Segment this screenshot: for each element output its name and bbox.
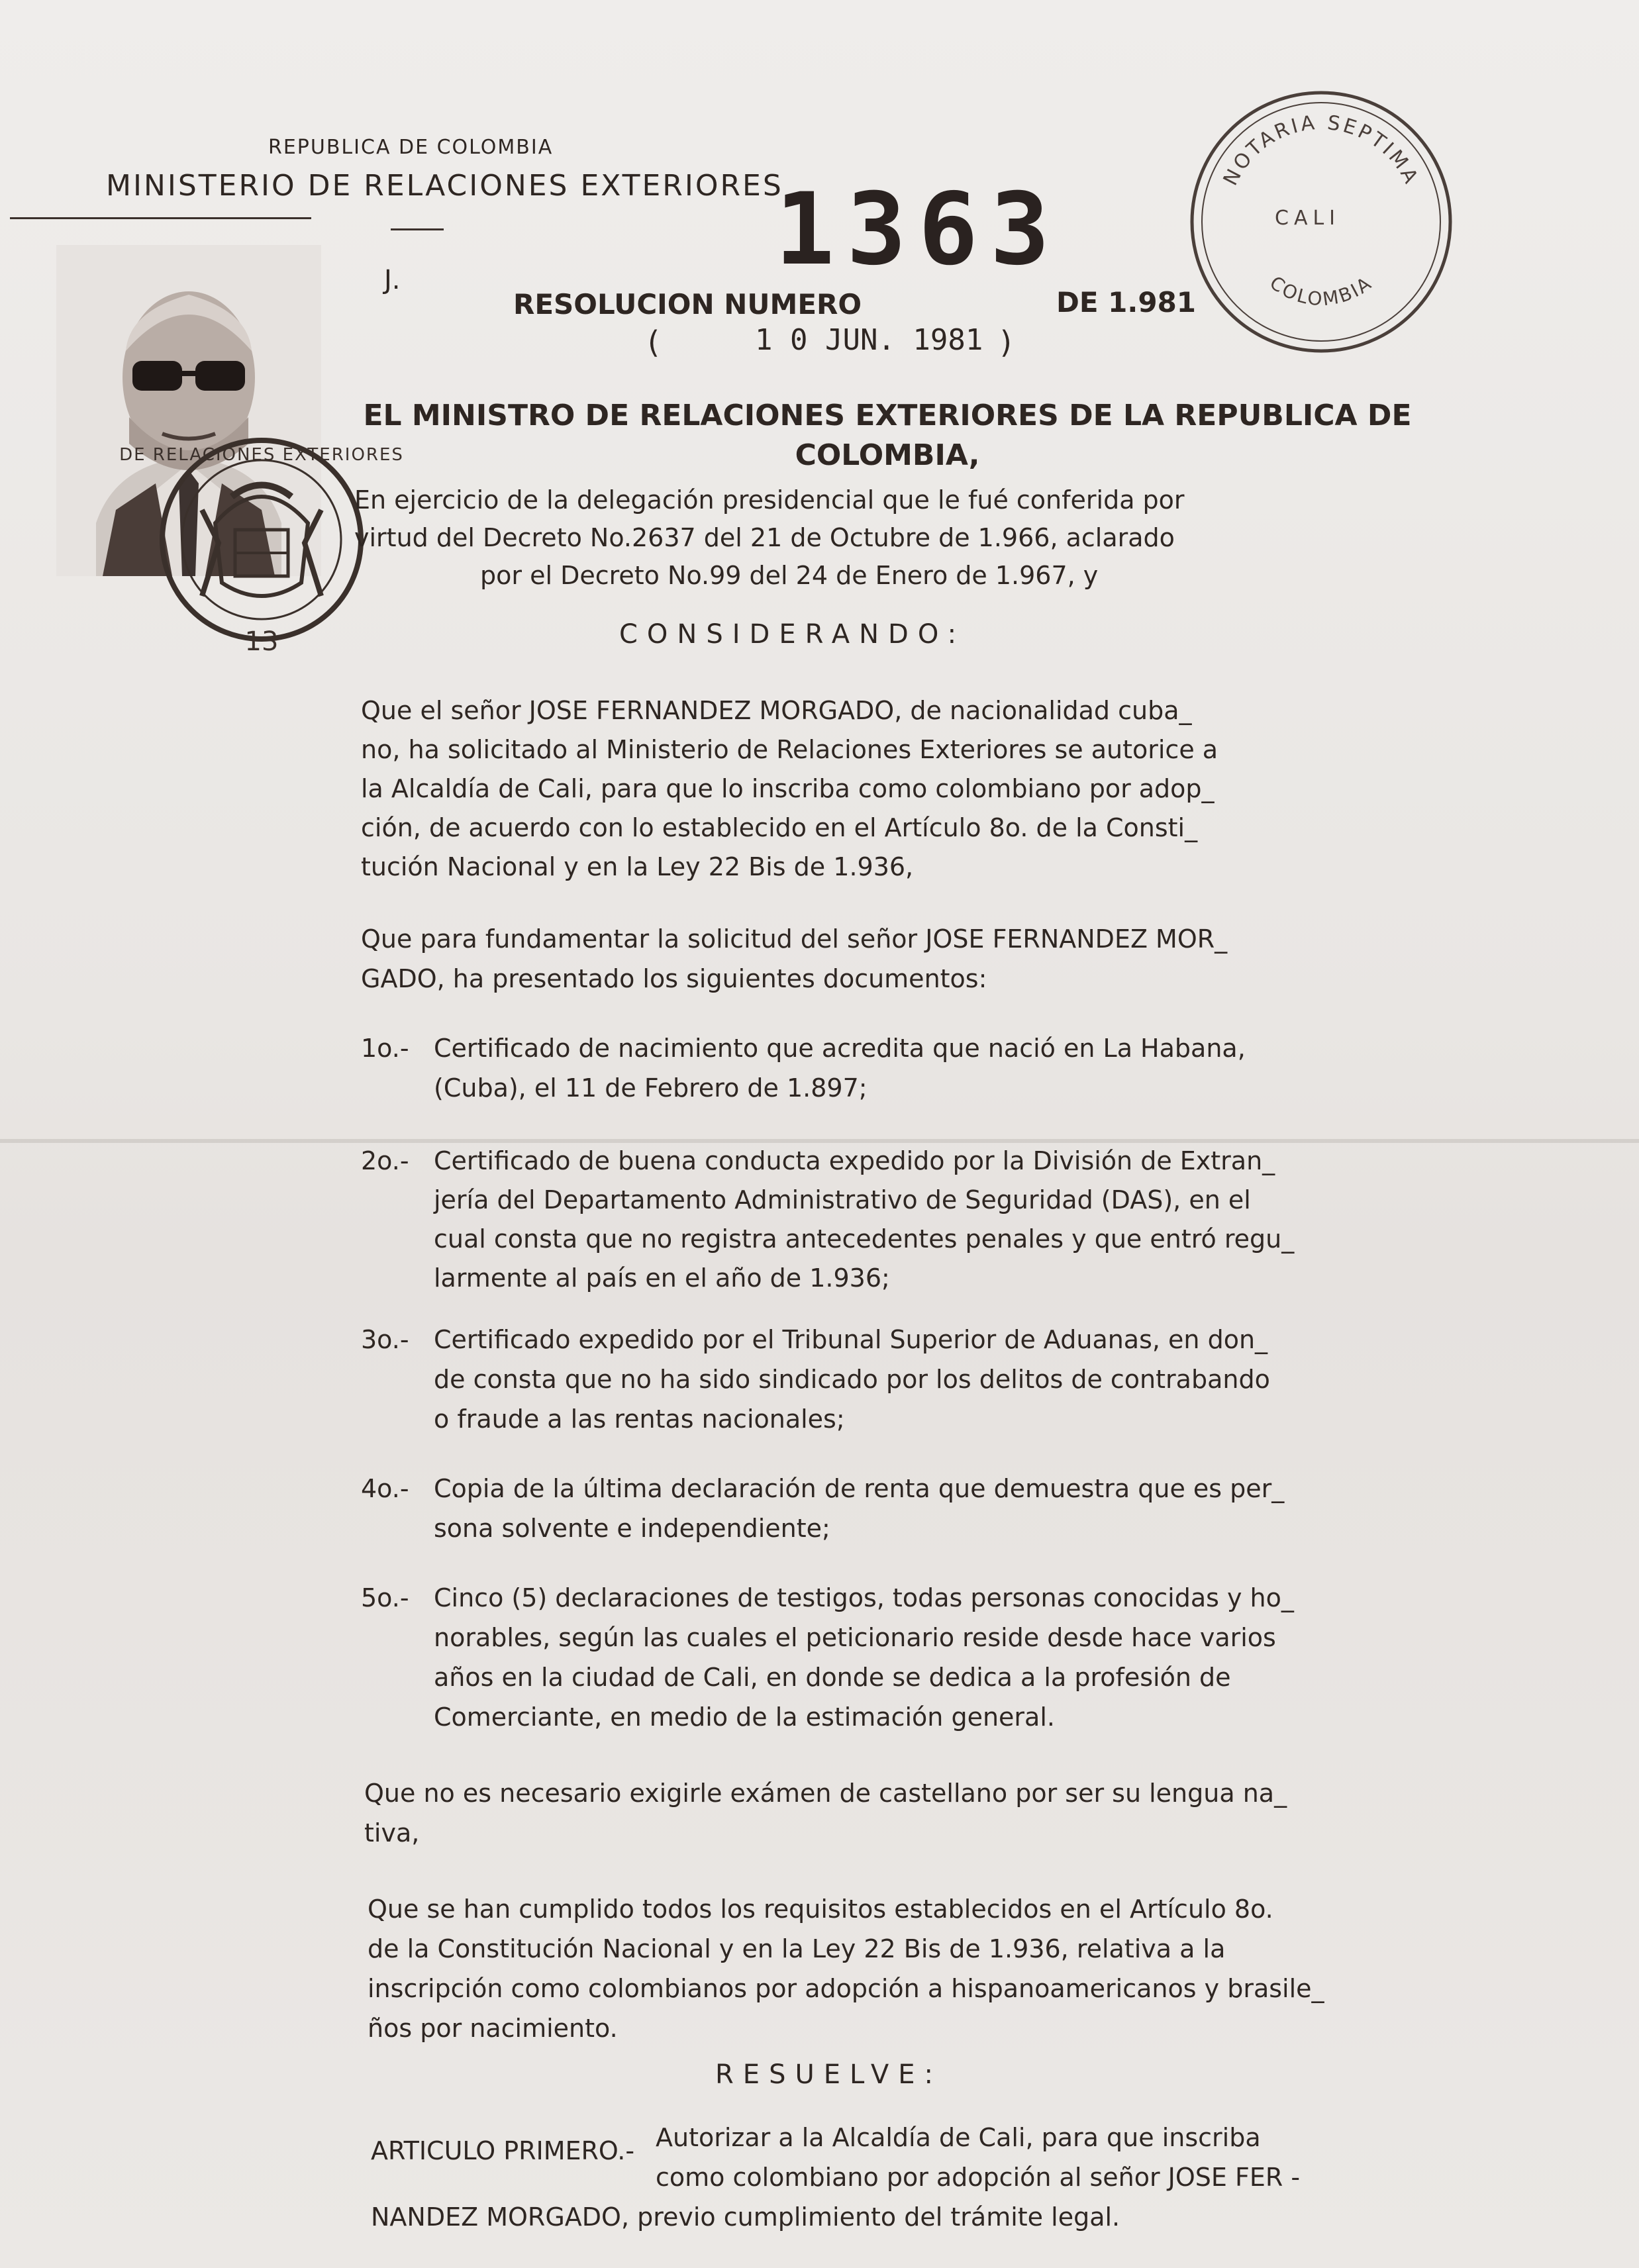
header-republic: REPUBLICA DE COLOMBIA: [268, 136, 554, 159]
item-3-line-3: o fraude a las rentas nacionales;: [434, 1405, 845, 1434]
considerando-heading: CONSIDERANDO:: [619, 619, 966, 650]
notary-country: COLOMBIA: [1266, 271, 1377, 311]
date-paren-close: ): [1000, 324, 1012, 360]
p3-line-2: tiva,: [364, 1818, 420, 1848]
article-line-1: Autorizar a la Alcaldía de Cali, para que inscriba: [656, 2123, 1261, 2152]
notary-city: CALI: [1275, 207, 1341, 230]
intro-line-2: virtud del Decreto No.2637 del 21 de Octubre de 1.966, aclarado: [354, 523, 1175, 552]
p2-line-1: Que para fundamentar la solicitud del señor JOSE FERNANDEZ MOR_: [361, 924, 1228, 954]
notary-name: NOTARIA SEPTIMA: [1218, 111, 1424, 189]
p1-line-2: no, ha solicitado al Ministerio de Relaciones Exteriores se autorice a: [361, 735, 1218, 764]
item-3-line-1: Certificado expedido por el Tribunal Superior de Aduanas, en don_: [434, 1325, 1268, 1354]
svg-text:COLOMBIA: [1266, 271, 1376, 310]
date-stamp: 1 0 JUN. 1981: [755, 323, 983, 357]
item-5-number: 5o.-: [361, 1583, 409, 1612]
p1-line-4: ción, de acuerdo con lo establecido en el Artículo 8o. de la Consti_: [361, 813, 1198, 842]
minister-line-1: EL MINISTRO DE RELACIONES EXTERIORES DE LA REPUBLICA DE: [363, 399, 1412, 432]
minister-line-2: COLOMBIA,: [795, 438, 980, 472]
item-2-line-2: jería del Departamento Administrativo de Seguridad (DAS), en el: [434, 1185, 1251, 1214]
intro-line-1: En ejercicio de la delegación presidencial que le fué conferida por: [354, 485, 1185, 515]
p4-line-2: de la Constitución Nacional y en la Ley 22 Bis de 1.936, relativa a la: [368, 1934, 1226, 1963]
header-ministry: MINISTERIO DE RELACIONES EXTERIORES: [106, 169, 783, 203]
p4-line-1: Que se han cumplido todos los requisitos establecidos en el Artículo 8o.: [368, 1895, 1273, 1924]
ministry-seal: [119, 397, 404, 682]
article-line-3: NANDEZ MORGADO, previo cumplimiento del trámite legal.: [371, 2202, 1120, 2232]
item-5-line-3: años en la ciudad de Cali, en donde se dedica a la profesión de: [434, 1663, 1231, 1692]
minister-heading: [358, 396, 1417, 475]
reference-letter: J.: [384, 265, 401, 295]
item-2-line-1: Certificado de buena conducta expedido por la División de Extran_: [434, 1146, 1275, 1175]
header-rule: [10, 217, 311, 219]
item-3-line-2: de consta que no ha sido sindicado por los delitos de contrabando: [434, 1365, 1270, 1394]
resuelve-heading: RESUELVE:: [715, 2059, 943, 2090]
item-2-line-3: cual consta que no registra antecedentes penales y que entró regu_: [434, 1224, 1295, 1254]
item-5-line-4: Comerciante, en medio de la estimación general.: [434, 1702, 1055, 1732]
resolution-year: DE 1.981: [1056, 286, 1197, 319]
seal-text: DE RELACIONES EXTERIORES: [119, 445, 404, 465]
item-5-line-2: norables, según las cuales el peticionario reside desde hace varios: [434, 1623, 1276, 1652]
p4-line-3: inscripción como colombianos por adopción a hispanoamericanos y brasile_: [368, 1974, 1324, 2003]
p3-line-1: Que no es necesario exigirle exámen de castellano por ser su lengua na_: [364, 1779, 1287, 1808]
date-paren-open: (: [648, 324, 660, 360]
p4-line-4: ños por nacimiento.: [368, 2014, 618, 2043]
seal-number: 13: [244, 626, 279, 657]
item-5-line-1: Cinco (5) declaraciones de testigos, todas personas conocidas y ho_: [434, 1583, 1294, 1612]
resolution-number: 1363: [775, 172, 1062, 287]
item-1-line-1: Certificado de nacimiento que acredita que nació en La Habana,: [434, 1034, 1246, 1063]
item-3-number: 3o.-: [361, 1325, 409, 1354]
item-2-line-4: larmente al país en el año de 1.936;: [434, 1263, 890, 1293]
item-1-line-2: (Cuba), el 11 de Febrero de 1.897;: [434, 1073, 868, 1103]
intro-line-3: por el Decreto No.99 del 24 de Enero de 1.967, y: [480, 561, 1099, 590]
p1-line-1: Que el señor JOSE FERNANDEZ MORGADO, de nacionalidad cuba_: [361, 696, 1192, 725]
p2-line-2: GADO, ha presentado los siguientes documentos:: [361, 964, 987, 993]
item-2-number: 2o.-: [361, 1146, 409, 1175]
item-4-number: 4o.-: [361, 1474, 409, 1503]
resolution-label: RESOLUCION NUMERO: [513, 288, 862, 320]
item-4-line-2: sona solvente e independiente;: [434, 1514, 830, 1543]
header-dash: [391, 228, 444, 230]
p1-line-5: tución Nacional y en la Ley 22 Bis de 1.936,: [361, 852, 914, 881]
article-label: ARTICULO PRIMERO.-: [371, 2136, 635, 2165]
p1-line-3: la Alcaldía de Cali, para que lo inscriba como colombiano por adop_: [361, 774, 1215, 803]
item-4-line-1: Copia de la última declaración de renta que demuestra que es per_: [434, 1474, 1285, 1503]
item-1-number: 1o.-: [361, 1034, 409, 1063]
svg-text:NOTARIA SEPTIMA: [1219, 111, 1424, 189]
article-line-2: como colombiano por adopción al señor JOSE FER -: [656, 2163, 1301, 2192]
